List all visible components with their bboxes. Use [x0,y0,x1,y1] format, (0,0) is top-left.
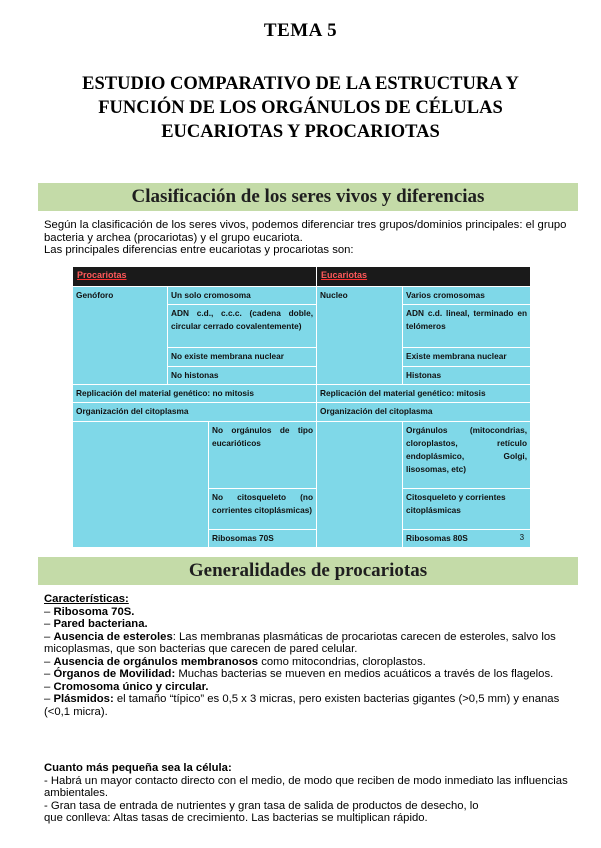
cell-e-adn: ADN c.d. lineal, terminado en telómeros [403,305,531,348]
cell-size-text: - Habrá un mayor contacto directo con el medio, de modo que reciben de modo inmediato las influencias ambientales. [44,774,568,799]
intro-text: Las principales diferencias entre eucariotas y procariotas son: [44,244,354,256]
cell-p-replicacion: Replicación del material genético: no mitosis [73,384,317,402]
main-title [0,72,601,144]
list-item: – Ausencia de esteroles: Las membranas plasmáticas de procariotas carecen de esteroles, salvo los micoplasmas, que son bacterias que carecen de pared celular. [44,630,556,655]
list-item: – Ausencia de orgánulos membranosos como mitocondrias, cloroplastos. [44,655,426,668]
cell-p-cromosoma: Un solo cromosoma [168,287,317,305]
cell-p-histonas: No histonas [168,366,317,384]
cell-genoforo: Genóforo [73,287,168,385]
list-item: – Cromosoma único y circular. [44,680,209,693]
intro-text: Según la clasificación de los seres vivos, podemos diferenciar tres grupos/dominios principales: el grupo bacteria y archea (procariotas) y el grupo eucariota. [44,219,567,244]
section-heading-generalidades: Generalidades de procariotas [38,557,578,585]
cell-e-replicacion: Replicación del material genético: mitosis [317,384,531,402]
cell-p-organulos: No orgánulos de tipo eucarióticos [209,421,317,488]
comparison-table [72,266,530,548]
cell-e-citosqueleto: Citosqueleto y corrientes citoplásmicas [403,488,531,529]
cell-size-section [44,762,574,825]
cell-e-cromosoma: Varios cromosomas [403,287,531,305]
cell-e-organulos: Orgánulos (mitocondrias, cloroplastos, retículo endoplásmico, Golgi, lisosomas, etc) [403,421,531,488]
list-item: – Órganos de Movilidad: Muchas bacterias se mueven en medios acuáticos a través de los flagelos. [44,668,554,680]
cell-e-ribosomas: Ribosomas 80S 3 [403,529,531,547]
cell-e-blank [317,421,403,547]
cell-size-heading: Cuanto más pequeña sea la célula: [44,762,232,774]
title-line: ESTUDIO COMPARATIVO DE LA ESTRUCTURA Y [82,74,519,94]
cell-size-text: que conlleva: Altas tasas de crecimiento. Las bacterias se multiplican rápido. [44,812,428,824]
cell-p-blank [73,421,209,547]
cell-p-ribosomas: Ribosomas 70S [209,529,317,547]
title-line: FUNCIÓN DE LOS ORGÁNULOS DE CÉLULAS [98,98,503,118]
list-item: – Plásmidos: el tamaño “típico” es 0,5 x 3 micras, pero existen bacterias gigantes (>0,5 mm) y enanas (<0,1 micra). [44,693,560,718]
intro-paragraph [44,219,574,257]
cell-e-organizacion: Organización del citoplasma [317,403,531,421]
tema-title: TEMA 5 [263,20,338,41]
list-item: – Ribosoma 70S. [44,605,135,618]
footnote-number: 3 [519,532,525,542]
cell-nucleo: Nucleo [317,287,403,385]
list-item: – Pared bacteriana. [44,618,148,630]
header-procariotas: Procariotas [73,267,317,287]
cell-p-organizacion: Organización del citoplasma [73,403,317,421]
header-eucariotas: Eucariotas [317,267,531,287]
cell-e-histonas: Histonas [403,366,531,384]
characteristics-list [44,593,574,718]
cell-p-citosqueleto: No citosqueleto (no corrientes citoplásmicas) [209,488,317,529]
characteristics-label: Características: [44,593,129,605]
section-heading-clasificacion: Clasificación de los seres vivos y diferencias [38,183,578,211]
cell-size-text: - Gran tasa de entrada de nutrientes y gran tasa de salida de productos de desecho, lo [44,799,479,812]
title-line: EUCARIOTAS Y PROCARIOTAS [161,122,440,142]
cell-e-membrana: Existe membrana nuclear [403,348,531,366]
cell-p-membrana: No existe membrana nuclear [168,348,317,366]
cell-p-adn: ADN c.d., c.c.c. (cadena doble, circular cerrado covalentemente) [168,305,317,348]
